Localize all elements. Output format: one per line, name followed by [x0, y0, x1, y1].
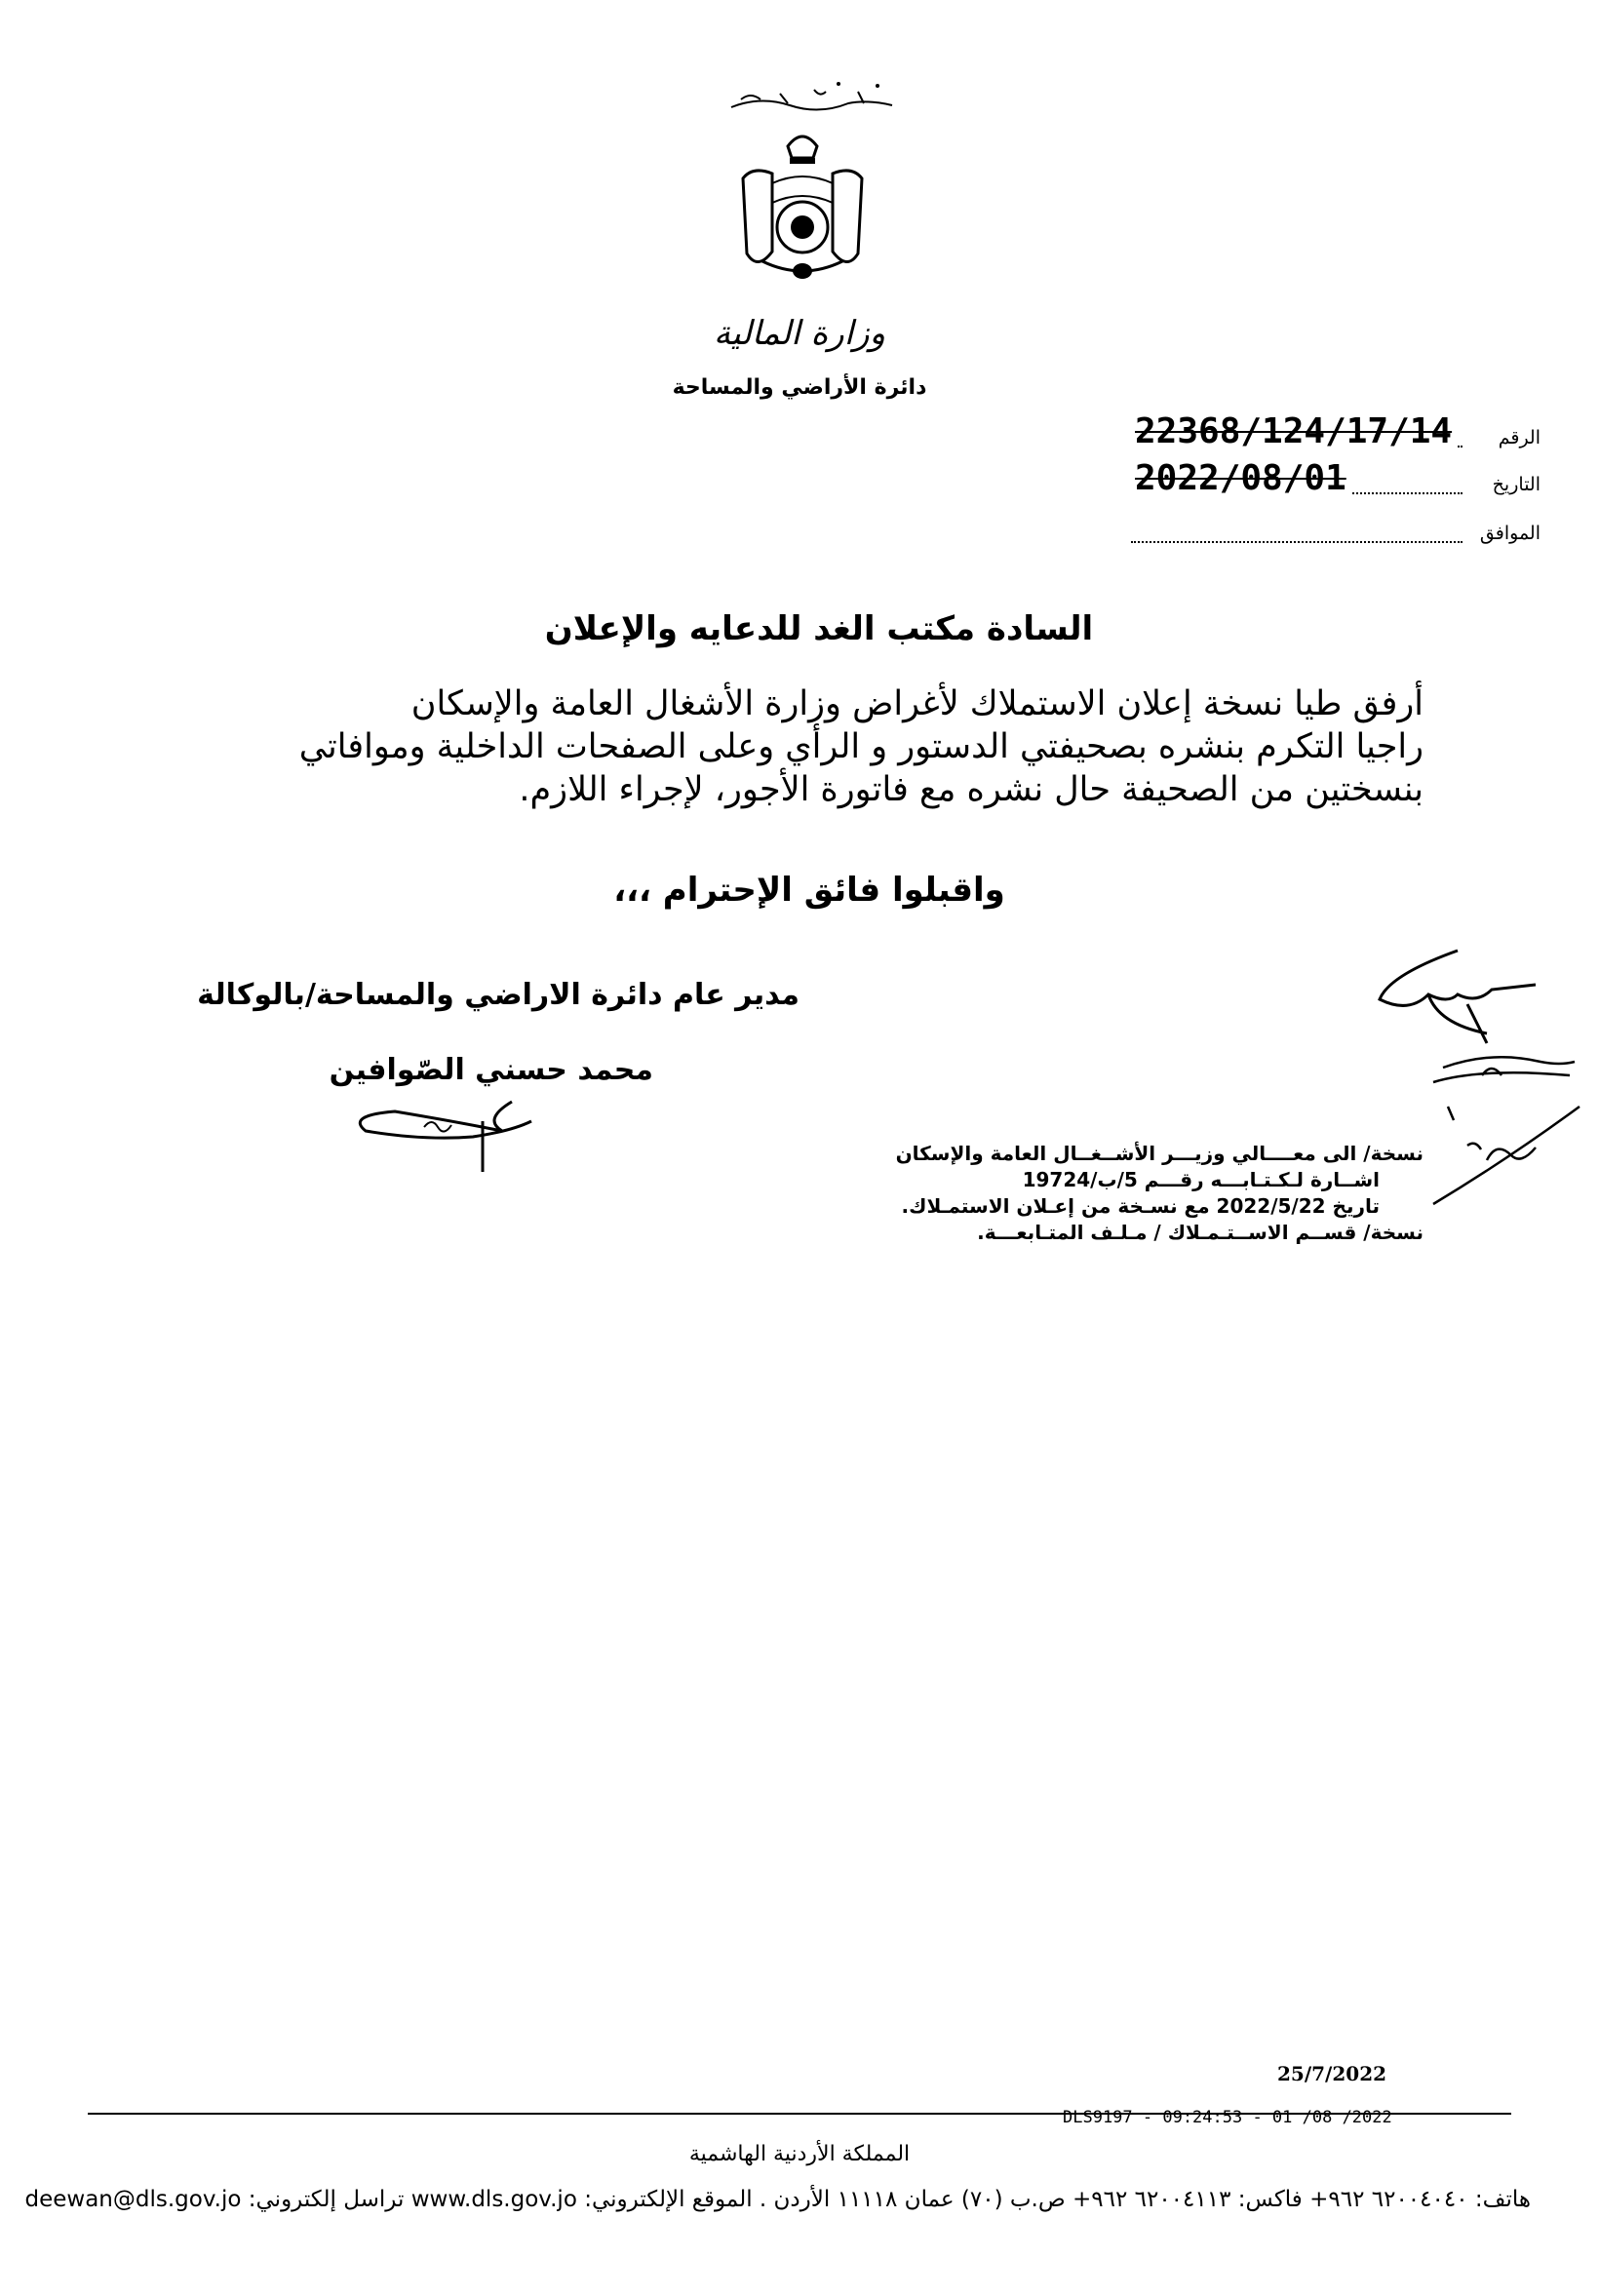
- copies-line: نسخة/ الى معــــالي وزيـــر الأشــغــال العامة والإسكان: [895, 1142, 1424, 1165]
- margin-annotation-scribble: [1428, 1102, 1584, 1209]
- system-stamp: DLS9197 - 09:24:53 - 01 /08 /2022: [1063, 2108, 1392, 2127]
- signatory-name: محمد حسني الصّوافين: [329, 1053, 653, 1087]
- letter-addressee: السادة مكتب الغد للدعايه والإعلان: [544, 609, 1094, 648]
- copies-line: نسخة/ قســم الاســتـمـلاك / مـلـف المتـابعـــة.: [977, 1221, 1424, 1244]
- reference-number-value: 22368/124/17/14: [1131, 411, 1456, 451]
- letter-body-line: بنسختين من الصحيفة حال نشره مع فاتورة الأجور، لإجراء اللازم.: [519, 770, 1424, 809]
- margin-signature-scribble: [1424, 1048, 1581, 1092]
- department-name: دائرة الأراضي والمساحة: [672, 375, 927, 400]
- letter-body: [176, 682, 1424, 811]
- copies-list: [800, 1141, 1424, 1246]
- reference-date-label: التاريخ: [1492, 474, 1540, 495]
- reference-corresponding-label: الموافق: [1479, 523, 1540, 544]
- basmala-calligraphy: [722, 78, 907, 117]
- letter-body-line: راجيا التكرم بنشره بصحيفتي الدستور و الرأي وعلى الصفحات الداخلية وموافاتي: [298, 727, 1424, 766]
- letter-closing: واقبلوا فائق الإحترام ،،،: [613, 871, 1005, 910]
- reference-number-label: الرقم: [1498, 427, 1540, 448]
- letter-body-line: أرفق طيا نسخة إعلان الاستملاك لأغراض وزارة الأشغال العامة والإسكان: [410, 684, 1424, 723]
- margin-initials-scribble: [1370, 946, 1540, 1053]
- footer-contact-info: هاتف: ٦٢٠٠٤٠٤٠ ٩٦٢+ فاكس: ٦٢٠٠٤١١٣ ٩٦٢+ ص.ب (٧٠) عمان ١١١١٨ الأردن . الموقع الإلكتروني: www.dls.gov.jo تراسل إلكتروني: deewan@dls.gov.jo: [24, 2187, 1531, 2212]
- footer-kingdom-name: المملكة الأردنية الهاشمية: [688, 2142, 911, 2166]
- reference-date-value: 2022/08/01: [1131, 458, 1350, 498]
- signatory-title: مدير عام دائرة الاراضي والمساحة/بالوكالة: [197, 978, 800, 1012]
- ministry-name: وزارة المالية: [714, 314, 885, 353]
- reference-corresponding-row: [1131, 515, 1540, 554]
- copies-line: اشــارة لـكـتـابـــه رقـــم 5/ب/19724: [1022, 1168, 1380, 1191]
- reference-date-row: [1131, 458, 1540, 505]
- footer-date: 25/7/2022: [1277, 2062, 1387, 2085]
- reference-number-row: [1131, 411, 1540, 458]
- copies-line: تاريخ 2022/5/22 مع نسـخة من إعـلان الاستمـلاك.: [901, 1194, 1380, 1218]
- jordan-coat-of-arms-emblem: [733, 125, 872, 292]
- handwritten-signature: [336, 1092, 541, 1180]
